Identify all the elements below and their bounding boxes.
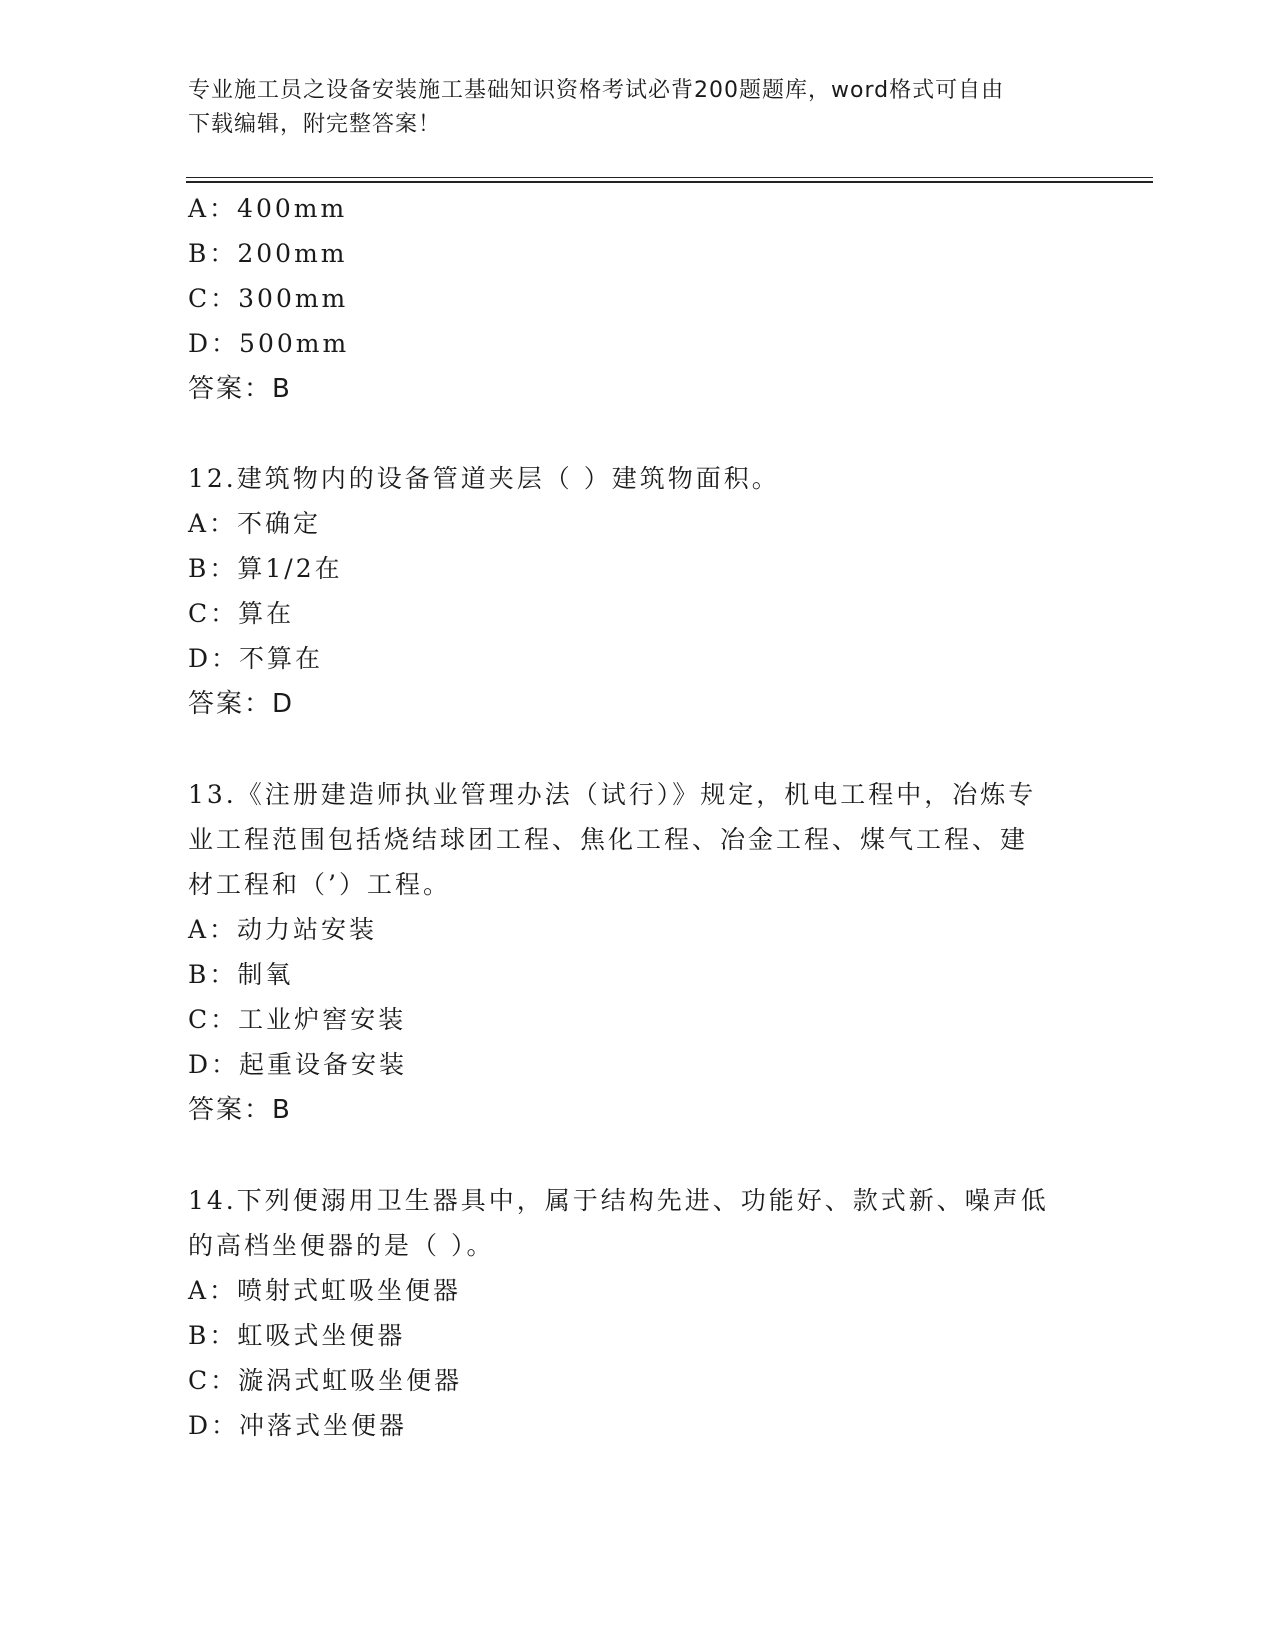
q11-option-c: C：300mm	[188, 284, 349, 313]
q11-option-d: D：500mm	[188, 329, 350, 358]
q11-option-b: B：200mm	[188, 239, 348, 268]
q12-stem: 12.建筑物内的设备管道夹层（ ）建筑物面积。	[188, 464, 780, 493]
q14-stem-line-2: 的高档坐便器的是（ ）。	[188, 1231, 495, 1260]
q12-answer: 答案：D	[188, 689, 295, 719]
q13-option-a: A：动力站安装	[188, 915, 378, 944]
q13-answer: 答案：B	[188, 1095, 292, 1125]
q12-option-b: B：算1/2在	[188, 554, 343, 583]
q12-option-d: D：不算在	[188, 644, 324, 673]
q14-option-d: D：冲落式坐便器	[188, 1411, 408, 1440]
document-header	[188, 74, 1068, 142]
q14-option-a: A：喷射式虹吸坐便器	[188, 1276, 462, 1305]
header-line-2: 下载编辑，附完整答案！	[188, 112, 442, 137]
header-line-1: 专业施工员之设备安装施工基础知识资格考试必背200题题库，word格式可自由	[188, 78, 1005, 103]
header-divider-thick	[186, 181, 1153, 183]
header-divider-thin	[186, 177, 1153, 178]
q11-answer: 答案：B	[188, 374, 292, 404]
q13-stem-line-3: 材工程和（’）工程。	[188, 870, 451, 899]
q14-stem-line-1: 14.下列便溺用卫生器具中，属于结构先进、功能好、款式新、噪声低	[188, 1186, 1049, 1215]
q13-stem-line-2: 业工程范围包括烧结球团工程、焦化工程、冶金工程、煤气工程、建	[188, 825, 1029, 854]
q13-option-c: C：工业炉窖安装	[188, 1005, 407, 1034]
q14-option-c: C：漩涡式虹吸坐便器	[188, 1366, 463, 1395]
q12-option-a: A：不确定	[188, 509, 322, 538]
q13-option-d: D：起重设备安装	[188, 1050, 408, 1079]
q13-stem-line-1: 13.《注册建造师执业管理办法（试行）》规定，机电工程中，冶炼专	[188, 780, 1037, 809]
q14-option-b: B：虹吸式坐便器	[188, 1321, 406, 1350]
q13-option-b: B：制氧	[188, 960, 294, 989]
q11-option-a: A：400mm	[188, 194, 348, 223]
q12-option-c: C：算在	[188, 599, 295, 628]
